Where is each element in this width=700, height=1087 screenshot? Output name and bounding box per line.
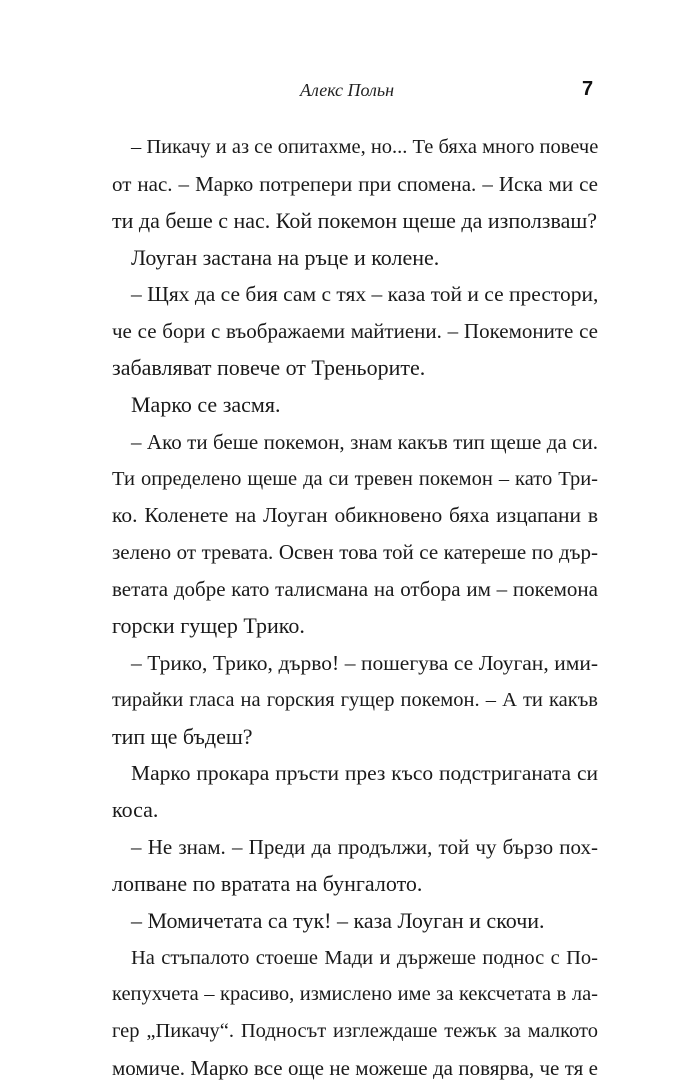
text-line: момиче. Марко все още не можеше да повярва, че тя е <box>112 1056 598 1081</box>
text-line: ти да беше с нас. Кой покемон щеше да използваш? <box>112 207 598 233</box>
text-line: – Ако ти беше покемон, знам какъв тип щеше да си. <box>131 429 598 454</box>
text-line: ко. Коленете на Лоуган обикновено бяха изцапани в <box>112 503 598 528</box>
text-line: тип ще бъдеш? <box>112 723 253 749</box>
text-line: Лоуган застана на ръце и колене. <box>131 244 440 270</box>
text-line: коса. <box>112 797 159 823</box>
page-number: 7 <box>582 78 594 100</box>
text-line: от нас. – Марко потрепери при спомена. – Иска ми се <box>112 171 598 196</box>
text-line: лопване по вратата на бунгалото. <box>112 870 423 896</box>
text-line: Ти определено щеше да си тревен покемон – като Три- <box>112 467 598 490</box>
text-line: гер „Пикачу“. Подносът изглеждаше тежък за малкото <box>112 1020 598 1043</box>
text-line: – Не знам. – Преди да продължи, той чу бързо пох- <box>131 835 598 860</box>
body-text <box>112 129 598 1087</box>
text-line: – Щях да се бия сам с тях – каза той и се престори, <box>131 282 599 307</box>
text-line: кепухчета – красиво, измислено име за кексчетата в ла- <box>112 983 598 1006</box>
running-head <box>0 79 700 103</box>
text-line: че се бори с въображаеми майтиени. – Покемоните се <box>112 319 598 344</box>
text-line: забавляват повече от Треньорите. <box>112 355 426 381</box>
text-line: горски гущер Трико. <box>112 612 305 638</box>
running-head-author: Алекс Польн <box>300 80 395 100</box>
text-line: – Момичетата са тук! – каза Лоуган и скочи. <box>131 907 545 933</box>
text-line: – Трико, Трико, дърво! – пошегува се Лоуган, ими- <box>131 650 598 675</box>
text-line: Марко прокара пръсти през късо подстриганата си <box>131 761 598 786</box>
text-line: тирайки гласа на горския гущер покемон. – А ти какъв <box>112 688 598 711</box>
text-line: Марко се засмя. <box>131 391 281 417</box>
text-line: На стъпалото стоеше Мади и държеше поднос с По- <box>131 946 598 969</box>
text-line: ветата добре като талисмана на отбора им – покемона <box>112 577 598 602</box>
text-line: зелено от тревата. Освен това той се катереше по дър- <box>112 540 598 565</box>
text-line: – Пикачу и аз се опитахме, но... Те бяха много повече <box>131 136 599 158</box>
